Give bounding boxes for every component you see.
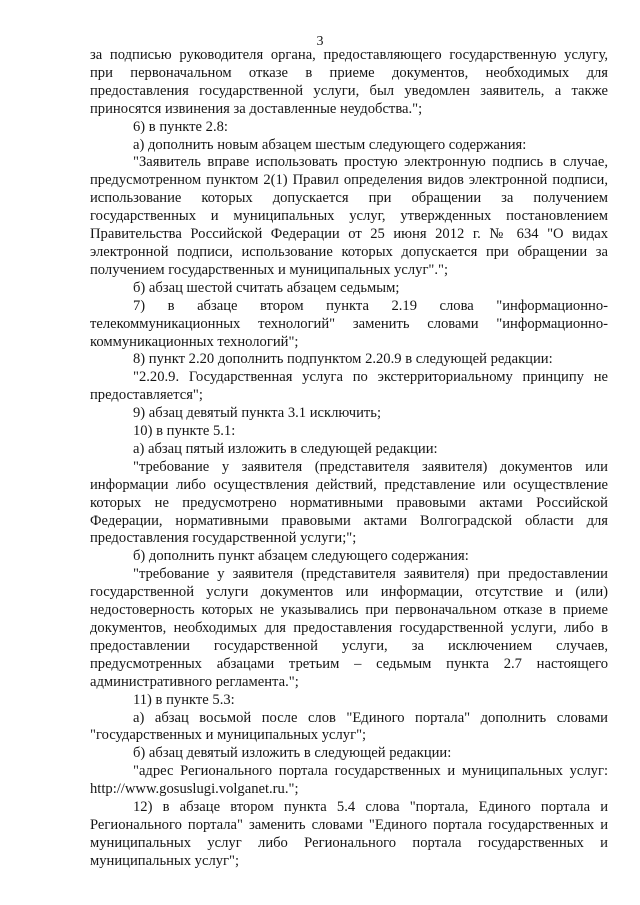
paragraph: 11) в пункте 5.3: bbox=[133, 691, 235, 708]
document-body bbox=[90, 47, 608, 871]
paragraph: 10) в пункте 5.1: bbox=[133, 423, 236, 440]
paragraph: "2.20.9. Государственная услуга по экстерриториальному принципу не предоставляется"; bbox=[90, 369, 608, 404]
paragraph: 12) в абзаце втором пункта 5.4 слова "портала, Единого портала и Регионального портала" заменить словами "Единого портала государственных и муниципальных услуг либо Регионального портала государственных и муниципальных услуг"; bbox=[90, 799, 608, 869]
paragraph: "требование у заявителя (представителя заявителя) при предоставлении государственной услуги документов или информации, отсутствие и (или) недостоверность которых не указывались при первоначальном отказе в приеме документов, необходимых для предоставления государственной услуги, либо в предоставлении государственной услуги, за исключением случаев, предусмотренных абзацами третьим – седьмым пункта 2.7 настоящего административного регламента."; bbox=[90, 566, 608, 690]
paragraph: 9) абзац девятый пункта 3.1 исключить; bbox=[133, 405, 381, 422]
paragraph: а) абзац восьмой после слов "Единого портала" дополнить словами "государственных и муниципальных услуг"; bbox=[90, 709, 608, 744]
page-number: 3 bbox=[316, 34, 324, 49]
paragraph: б) дополнить пункт абзацем следующего содержания: bbox=[133, 548, 469, 565]
paragraph: 8) пункт 2.20 дополнить подпунктом 2.20.9 в следующей редакции: bbox=[133, 351, 553, 368]
paragraph: "адрес Регионального портала государственных и муниципальных услуг: http://www.gosuslugi.volganet.ru."; bbox=[90, 763, 608, 798]
paragraph: а) дополнить новым абзацем шестым следующего содержания: bbox=[133, 136, 527, 153]
paragraph: за подписью руководителя органа, предоставляющего государственную услугу, при первоначальном отказе в приеме документов, необходимых для предоставления государственной услуги, был уведомлен заявитель, а также приносятся извинения за доставленные неудобства."; bbox=[90, 47, 608, 117]
paragraph: 6) в пункте 2.8: bbox=[133, 118, 228, 135]
paragraph: "требование у заявителя (представителя заявителя) документов или информации либо осуществления действий, представление или осуществление которых не предусмотрено нормативными правовыми актами Российской Федерации, нормативными правовыми актами Волгоградской области для предоставления государственной услуги;"; bbox=[90, 458, 608, 547]
paragraph: а) абзац пятый изложить в следующей редакции: bbox=[133, 440, 438, 457]
paragraph: б) абзац девятый изложить в следующей редакции: bbox=[133, 745, 452, 762]
paragraph: б) абзац шестой считать абзацем седьмым; bbox=[133, 279, 400, 296]
paragraph: 7) в абзаце втором пункта 2.19 слова "информационно-телекоммуникационных технологий" заменить словами "информационно-коммуникационных технологий"; bbox=[90, 297, 608, 350]
paragraph: "Заявитель вправе использовать простую электронную подпись в случае, предусмотренном пунктом 2(1) Правил определения видов электронной подписи, использование которых допускается при обращении за получением государственных и муниципальных услуг, утвержденных постановлением Правительства Российской Федерации от 25 июня 2012 г. № 634 "О видах электронной подписи, использование которых допускается при обращении за получением государственных и муниципальных услуг"."; bbox=[90, 154, 608, 278]
